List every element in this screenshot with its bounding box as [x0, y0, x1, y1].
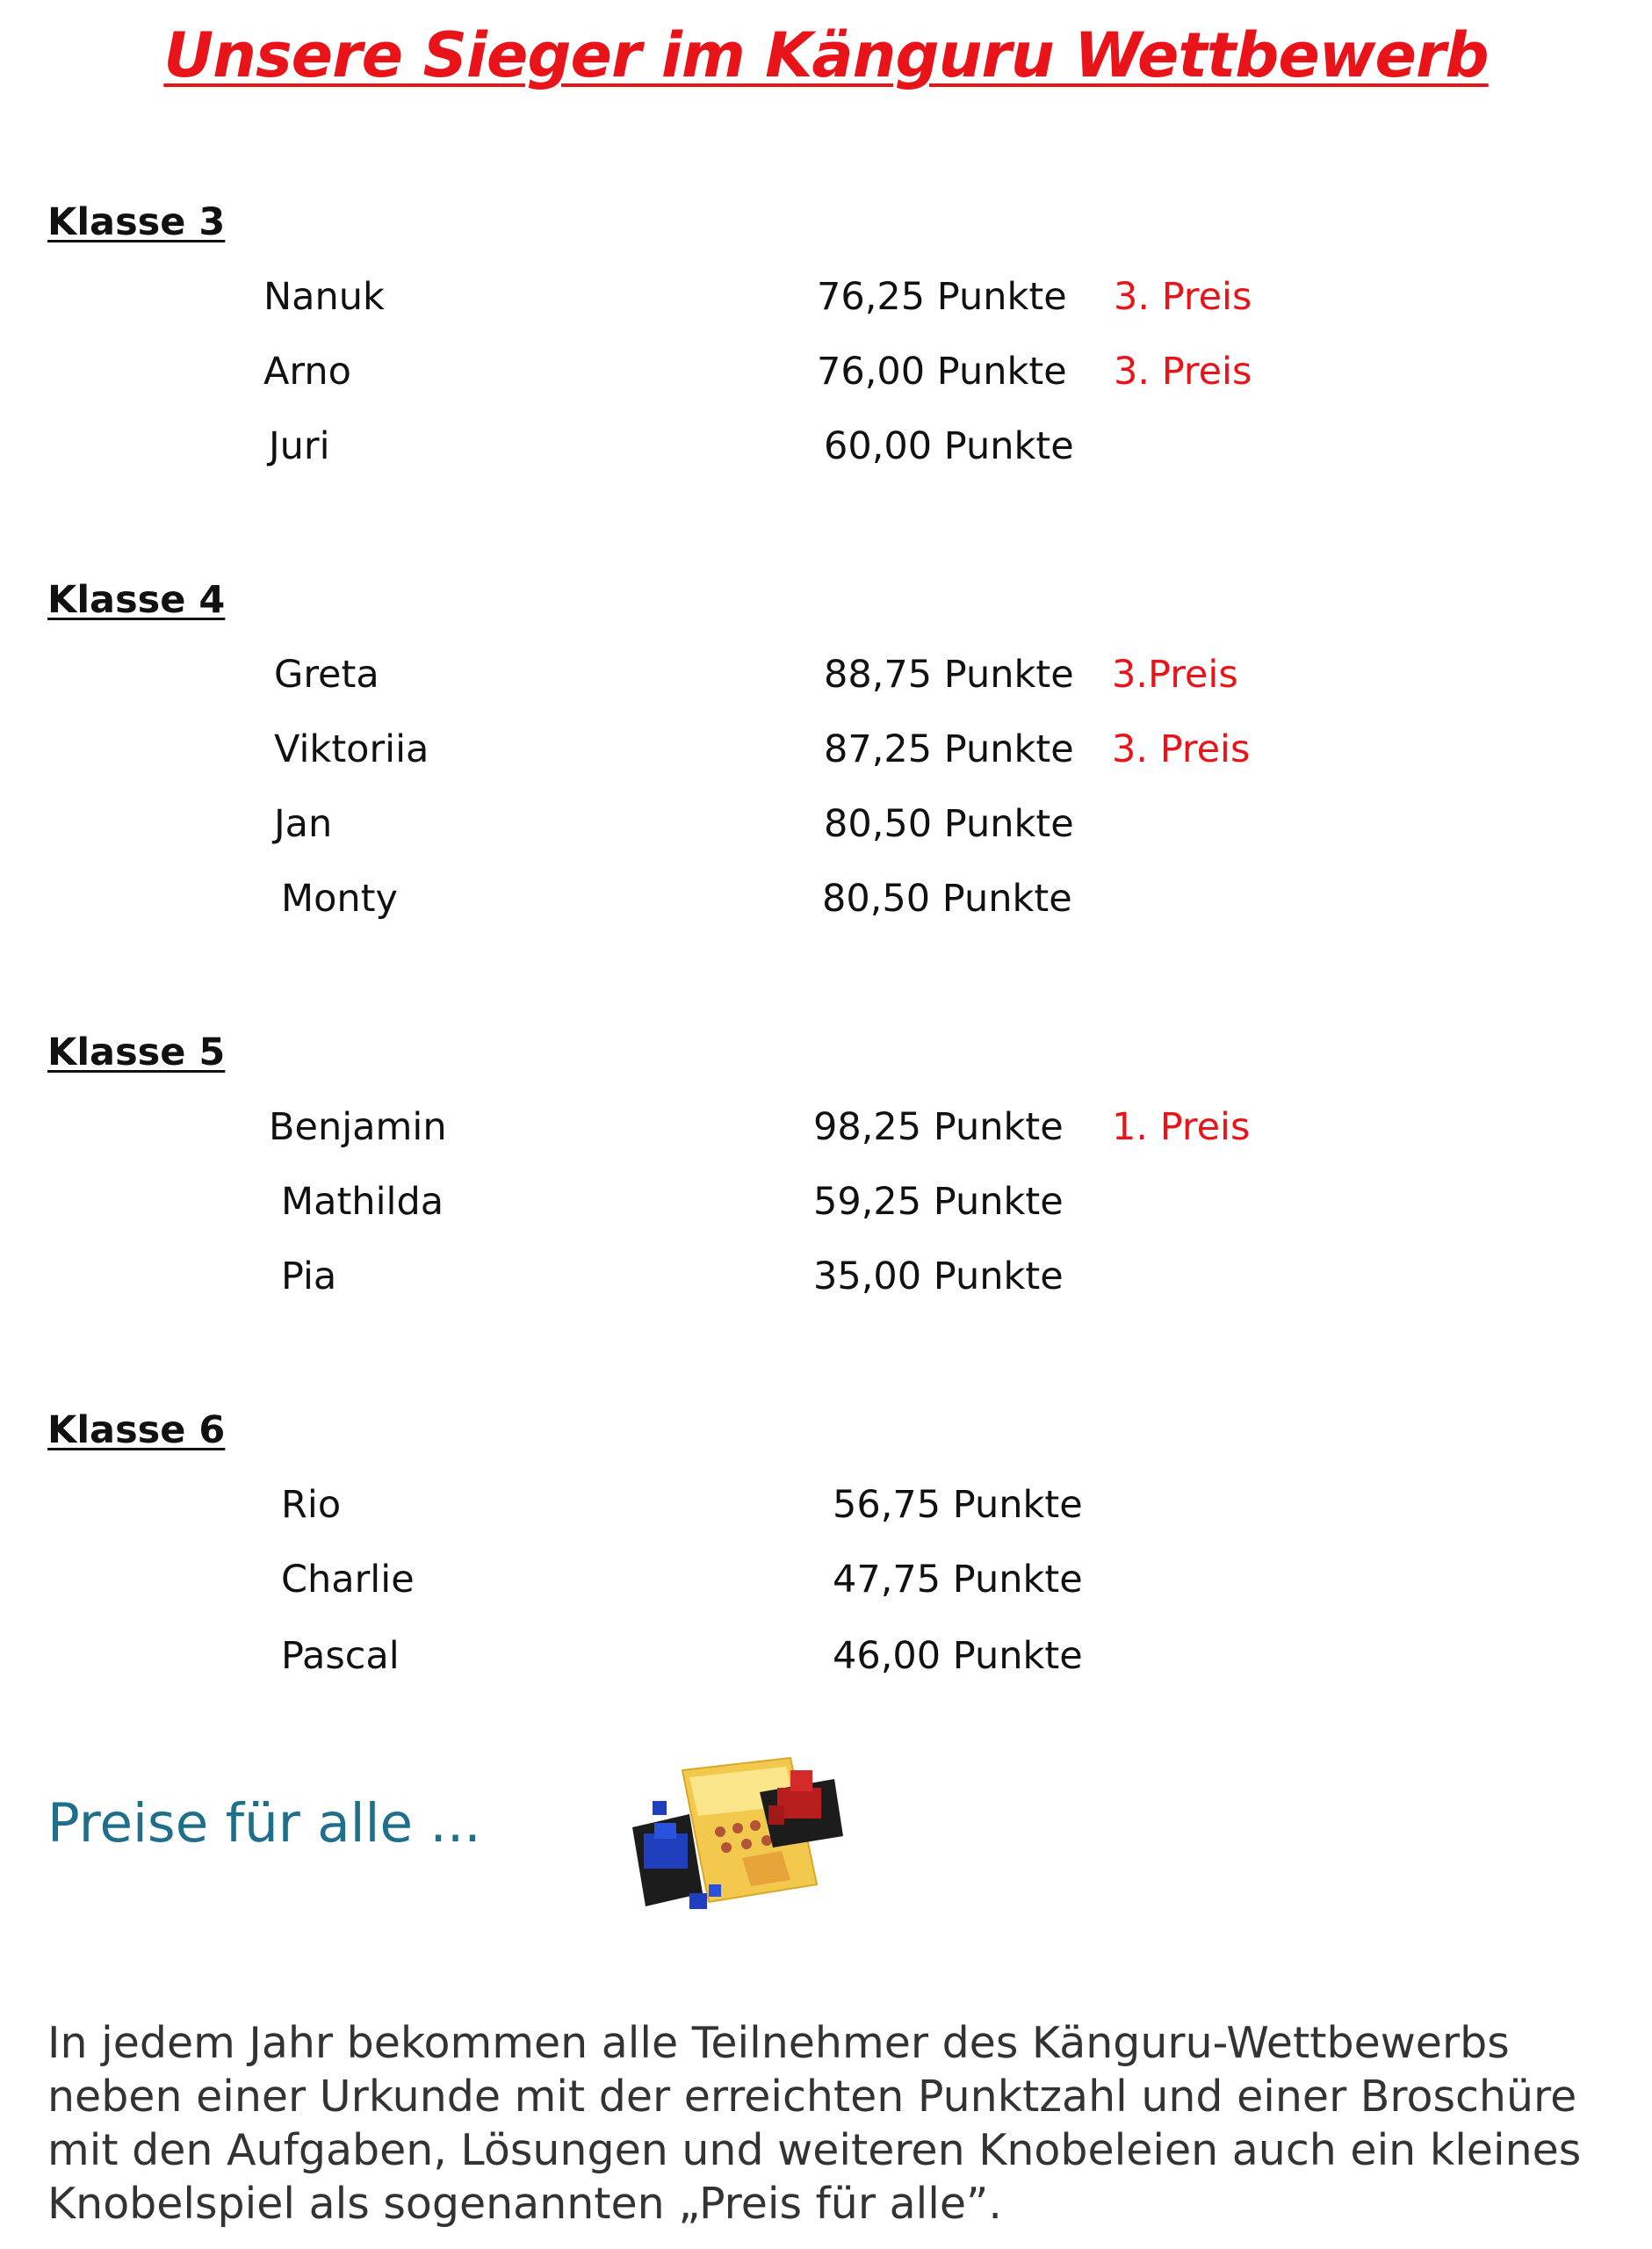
- student-name: Monty: [281, 877, 398, 921]
- student-name: Mathilda: [281, 1180, 444, 1224]
- table-row: [0, 1558, 1652, 1610]
- info-paragraph: In jedem Jahr bekommen alle Teilnehmer des Känguru-Wettbewerbs neben einer Urkunde mit der erreichten Punktzahl und einer Broschüre mit den Aufgaben, Lösungen und weiteren Knobeleien auch ein kleines Knobelspiel als sogenannten „Preis für alle”.: [47, 2018, 1582, 2229]
- table-row: [0, 727, 1652, 780]
- student-name: Pascal: [281, 1634, 400, 1678]
- class-heading-4: Klasse 4: [47, 578, 226, 622]
- student-points: 60,00 Punkte: [824, 424, 1074, 468]
- student-name: Rio: [281, 1483, 342, 1527]
- table-row: [0, 1634, 1652, 1687]
- student-prize: 3.Preis: [1112, 653, 1238, 697]
- student-name: Jan: [274, 802, 333, 846]
- student-name: Greta: [274, 653, 379, 697]
- student-points: 76,00 Punkte: [817, 350, 1067, 394]
- student-points: 87,25 Punkte: [824, 727, 1074, 771]
- class-heading-5: Klasse 5: [47, 1030, 226, 1074]
- student-prize: 3. Preis: [1112, 727, 1251, 771]
- table-row: [0, 350, 1652, 402]
- table-row: [0, 653, 1652, 705]
- table-row: [0, 1105, 1652, 1158]
- table-row: [0, 1483, 1652, 1536]
- student-name: Arno: [263, 350, 351, 394]
- student-points: 98,25 Punkte: [813, 1105, 1064, 1149]
- student-name: Viktoriia: [274, 727, 429, 771]
- table-row: [0, 275, 1652, 328]
- student-points: 47,75 Punkte: [833, 1558, 1083, 1602]
- student-points: 56,75 Punkte: [833, 1483, 1083, 1527]
- student-points: 80,50 Punkte: [822, 877, 1072, 921]
- table-row: [0, 802, 1652, 855]
- class-heading-6: Klasse 6: [47, 1408, 226, 1452]
- student-prize: 3. Preis: [1114, 350, 1252, 394]
- student-points: 35,00 Punkte: [813, 1255, 1064, 1298]
- student-points: 80,50 Punkte: [824, 802, 1074, 846]
- student-points: 59,25 Punkte: [813, 1180, 1064, 1224]
- table-row: [0, 1180, 1652, 1233]
- page-title: Unsere Sieger im Känguru Wettbewerb: [163, 19, 1489, 91]
- class-heading-3: Klasse 3: [47, 200, 226, 244]
- student-points: 76,25 Punkte: [817, 275, 1067, 319]
- table-row: [0, 424, 1652, 477]
- student-points: 88,75 Punkte: [824, 653, 1074, 697]
- student-name: Pia: [281, 1255, 337, 1298]
- student-name: Benjamin: [269, 1105, 447, 1149]
- student-name: Nanuk: [263, 275, 385, 319]
- student-prize: 1. Preis: [1112, 1105, 1251, 1149]
- puzzle-game-image: [628, 1753, 848, 1920]
- preise-heading: Preise für alle ...: [47, 1792, 481, 1855]
- student-name: Charlie: [281, 1558, 415, 1602]
- student-points: 46,00 Punkte: [833, 1634, 1083, 1678]
- student-prize: 3. Preis: [1114, 275, 1252, 319]
- student-name: Juri: [269, 424, 330, 468]
- table-row: [0, 877, 1652, 929]
- table-row: [0, 1255, 1652, 1307]
